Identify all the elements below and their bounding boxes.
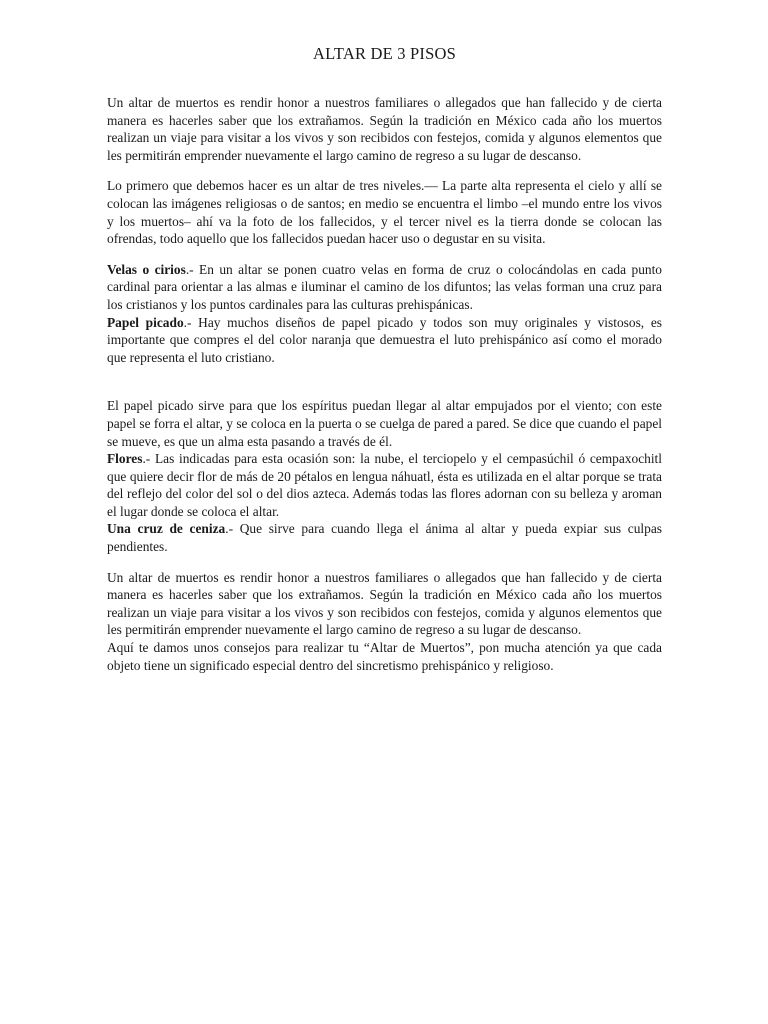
papel-term: Papel picado [107,314,184,330]
levels-paragraph: Lo primero que debemos hacer es un altar de tres niveles.— La parte alta representa el cielo y allí se colocan las imágenes religiosas o de santos; en medio se encuentra el limbo –el mundo entre los vivos y los muertos– ahí va la foto de los fallecidos, y el tercer nivel es la tierra donde se colocan las ofrendas, todo aquello que los fallecidos puedan hacer uso o degustar en su visita. [107,178,662,247]
document-page [107,44,662,674]
papel-paragraph [107,314,662,367]
spacer [107,164,662,177]
cruz-paragraph [107,520,662,555]
intro-paragraph: Un altar de muertos es rendir honor a nuestros familiares o allegados que han fallecido y de cierta manera es hacerles saber que los extrañamos. Según la tradición en México cada año los muertos realizan un viaje para visitar a los vivos y son recibidos con festejos, comida y algunos elementos que les permitirán emprender nuevamente el largo camino de regreso a su lugar de descanso. [107,95,662,163]
flores-paragraph [107,450,662,520]
document-title: ALTAR DE 3 PISOS [313,44,456,63]
cruz-text: .- Que sirve para cuando llega el ánima al altar y pueda expiar sus culpas pendientes. [107,521,662,555]
velas-term: Velas o cirios [107,261,186,277]
papel-viento-paragraph: El papel picado sirve para que los espíritus puedan llegar al altar empujados por el viento; con este papel se forra el altar, y se coloca en la puerta o se cuelga de pared a pared. Se dice que cuando el papel se mueve, es que un alma esta pasando a través de él. [107,398,662,449]
spacer [107,556,662,569]
flores-text: .- Las indicadas para esta ocasión son: la nube, el terciopelo y el cempasúchil ó cempaxochitl que quiere decir flor de más de 20 pétalos en lengua náhuatl, ésta es utilizada en el altar porque se trata del reflejo del color del sol o del dios azteca. Además todas las flores adornan con su belleza y aroman el lugar donde se coloca el altar. [107,451,662,519]
cruz-term: Una cruz de ceniza [107,521,226,537]
flores-term: Flores [107,451,143,467]
spacer [107,248,662,261]
repeat-intro-paragraph: Un altar de muertos es rendir honor a nuestros familiares o allegados que han fallecido y de cierta manera es hacerles saber que los extrañamos. Según la tradición en México cada año los muertos realizan un viaje para visitar a los vivos y son recibidos con festejos, comida y algunos elementos que les permitirán emprender nuevamente el largo camino de regreso a su lugar de descanso. [107,569,662,638]
papel-text: .- Hay muchos diseños de papel picado y todos son muy originales y vistosos, es importante que compres el del color naranja que demuestra el luto prehispánico así como el morado que representa el luto cristiano. [107,314,662,365]
final-paragraph: Aquí te damos unos consejos para realizar tu “Altar de Muertos”, pon mucha atención ya que cada objeto tiene un significado especial dentro del sincretismo prehispánico y religioso. [107,640,662,673]
spacer [107,366,662,397]
velas-text: .- En un altar se ponen cuatro velas en forma de cruz o colocándolas en cada punto cardinal para orientar a las almas e iluminar el camino de los difuntos; las velas forman una cruz para los cristianos y los puntos cardinales para las culturas prehispánicas. [107,261,662,312]
velas-paragraph [107,261,662,314]
